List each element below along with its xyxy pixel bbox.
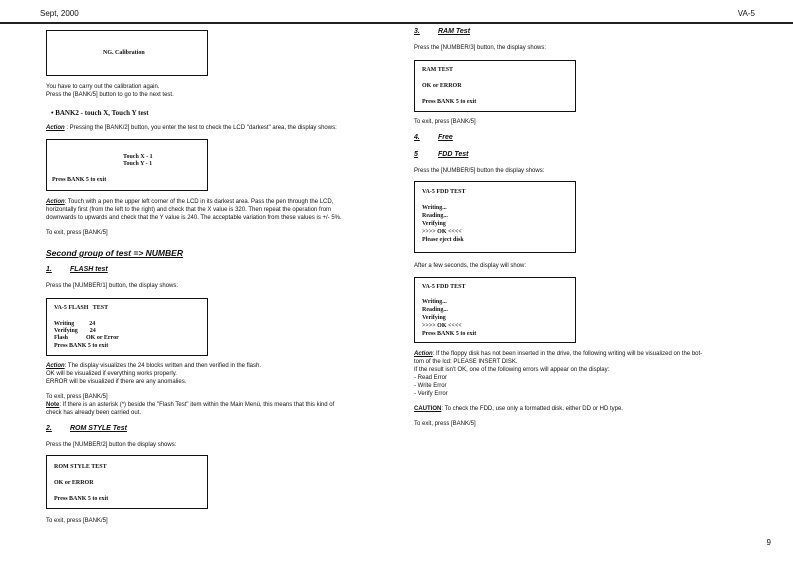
rom-section-title: ROM STYLE Test [70, 425, 127, 432]
fdd-display-box-2 [414, 277, 576, 343]
flash-display-box [46, 298, 208, 356]
fdd-verify-error: - Verify Error [414, 391, 448, 397]
rom-exit-text: To exit, press [BANK/5] [46, 518, 108, 524]
fdd-action-text: : If the floppy disk has not been inserted in the drive, the following writing will be visualized on the bot- [432, 351, 703, 357]
touch-action-label: Action [46, 199, 65, 205]
second-group-heading: Second group of test => NUMBER [46, 248, 183, 258]
note-label: Note [46, 402, 60, 408]
header-date: Sept, 2000 [40, 9, 79, 18]
touch-display-box [46, 139, 208, 191]
flash-note-text: : If there is an asterisk (*) beside the "Flash Test" item within the Main Menù, this means that this kind of [59, 402, 335, 408]
ram-exit-text: To exit, press [BANK/5] [414, 119, 476, 125]
caution-label: CAUTION [414, 406, 442, 412]
flash-intro: Press the [NUMBER/1] button, the display shows: [46, 283, 179, 289]
action-label: Action [46, 125, 65, 131]
calibration-text-1: You have to carry out the calibration again. [46, 84, 160, 90]
fdd1-ok: >>>> OK <<<< [422, 229, 462, 235]
rom-section-number: 2. [46, 425, 52, 432]
flash-action-label: Action [46, 363, 65, 369]
page-number: 9 [766, 538, 771, 547]
fdd-after-text: After a few seconds, the display will show: [414, 263, 527, 269]
flash-display-exit: Press BANK 5 to exit [54, 343, 109, 349]
fdd-intro: Press the [NUMBER/5] button the display shows: [414, 168, 545, 174]
ram-section-title: RAM Test [438, 28, 471, 35]
calibration-display-text: NG. Calibration [103, 50, 145, 56]
fdd2-verifying: Verifying [422, 315, 446, 321]
fdd1-writing: Writing... [422, 205, 447, 211]
bank2-action-text: : Pressing the [BANK/2] button, you enter the test to check the LCD "darkest" area, the display shows: [64, 125, 337, 131]
touch-exit-text: To exit, press [BANK/5] [46, 230, 108, 236]
bank2-action-paragraph [46, 124, 337, 132]
calibration-display-box [46, 30, 208, 76]
touch-x-line: Touch X - 1 [123, 154, 153, 160]
ram-display-exit: Press BANK 5 to exit [422, 99, 477, 105]
fdd2-exit: Press BANK 5 to exit [422, 331, 477, 337]
fdd-write-error: - Write Error [414, 383, 447, 389]
ram-display-box [414, 60, 576, 112]
flash-display-title: VA-5 FLASH TEST [54, 305, 109, 311]
flash-display-flash: Flash OK or Error [54, 335, 119, 341]
fdd2-title: VA-5 FDD TEST [422, 284, 466, 290]
fdd-display-box-1 [414, 181, 576, 253]
fdd1-reading: Reading... [422, 213, 448, 219]
flash-error-line: ERROR will be visualized if there are any anomalies. [46, 379, 187, 385]
rom-display-exit: Press BANK 5 to exit [54, 496, 109, 502]
rom-display-status: OK or ERROR [54, 480, 94, 486]
flash-display-verifying: Verifying 24 [54, 328, 96, 334]
fdd1-verifying: Verifying [422, 221, 446, 227]
fdd1-title: VA-5 FDD TEST [422, 189, 466, 195]
ram-display-title: RAM TEST [422, 67, 454, 73]
free-section-number: 4. [414, 134, 420, 141]
fdd-read-error: - Read Error [414, 375, 448, 381]
fdd-section-title: FDD Test [438, 151, 469, 158]
fdd1-eject: Please eject disk [422, 237, 464, 243]
ram-display-status: OK or ERROR [422, 83, 462, 89]
page-header [0, 0, 793, 24]
fdd-action-line-2: tom of the lcd: PLEASE INSERT DISK. [414, 359, 518, 365]
touch-y-line: Touch Y - 1 [123, 161, 153, 167]
flash-section-title: FLASH test [70, 266, 108, 273]
fdd-caution-line [414, 405, 623, 413]
touch-action-text: : Touch with a pen the upper left corner of the LCD in its darkest area. Pass the pen through the LCD, [64, 199, 334, 205]
flash-display-writing: Writing 24 [54, 321, 96, 327]
free-section-title: Free [438, 134, 453, 141]
fdd-caution-text: : To check the FDD, use only a formatted disk, either DD or HD type. [441, 406, 623, 412]
fdd2-ok: >>>> OK <<<< [422, 323, 462, 329]
rom-display-title: ROM STYLE TEST [54, 464, 107, 470]
flash-section-number: 1. [46, 266, 52, 273]
fdd-exit-text: To exit, press [BANK/5] [414, 421, 476, 427]
fdd-action-line-3: If the result isn't OK, one of the following errors will appear on the display: [414, 367, 610, 373]
rom-intro: Press the [NUMBER/2] button the display shows: [46, 442, 177, 448]
touch-action-line-2: horizontally first (from the left to the right) and check that the X value is 320. Then repeat the operation from [46, 207, 332, 213]
calibration-text-2: Press the [BANK/5] button to go to the next test. [46, 92, 174, 98]
fdd-section-number: 5 [414, 151, 418, 158]
fdd2-writing: Writing... [422, 299, 447, 305]
flash-action-text: : The display visualizes the 24 blocks written and then verified in the flash. [64, 363, 262, 369]
touch-exit-line: Press BANK 5 to exit [52, 177, 107, 183]
rom-display-box [46, 455, 208, 509]
flash-exit-text: To exit, press [BANK/5] [46, 394, 108, 400]
bank2-heading: • BANK2 - touch X, Touch Y test [51, 109, 149, 117]
touch-action-line-3: downwards to upwards and check that the Y value is 240. The acceptable variation from these values is +/- 5%. [46, 215, 342, 221]
ram-intro: Press the [NUMBER/3] button, the display shows: [414, 45, 547, 51]
header-model: VA-5 [737, 9, 755, 18]
flash-ok-line: OK will be visualized if everything works properly. [46, 371, 177, 377]
fdd-action-label: Action [414, 351, 433, 357]
flash-note-line-2: check has already been carried out. [46, 410, 142, 416]
ram-section-number: 3. [414, 28, 420, 35]
fdd2-reading: Reading... [422, 307, 448, 313]
